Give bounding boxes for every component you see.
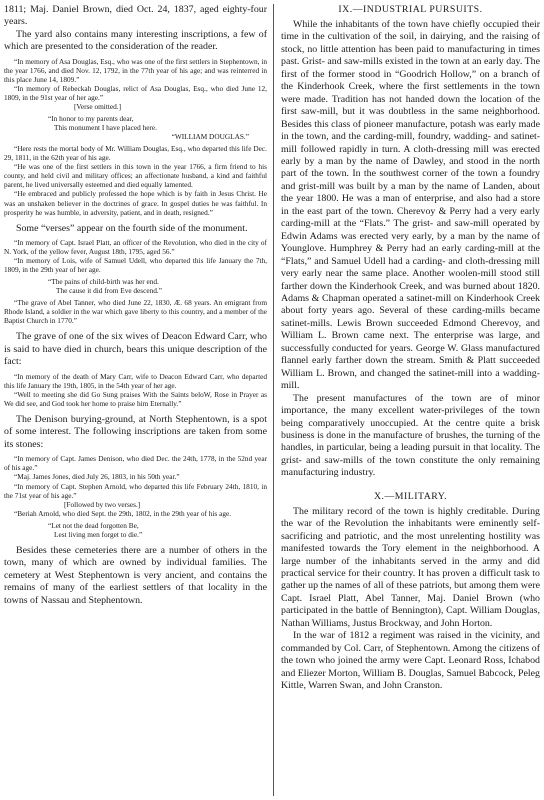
section-heading-military: X.—MILITARY. xyxy=(373,490,448,502)
left-paragraph-1: 1811; Maj. Daniel Brown, died Oct. 24, 1837, aged eighty-four years. xyxy=(4,4,267,28)
left-paragraph-3: Some “verses” appear on the fourth side of the monument. xyxy=(16,222,248,234)
inscription-abel-tanner: “The grave of Abel Tanner, who died June 22, 1830, Æ. 68 years. An emigrant from Rhode Island, a soldier in the war which gave liberty to this country, and a member of the Baptist Church in 1770.” xyxy=(4,298,267,326)
verse-line: “In honor to my parents dear, xyxy=(48,114,134,124)
inscription-rebeckah-douglas: “In memory of Rebeckah Douglas, relict of Asa Douglas, Esq., who died June 12, 1809, in the 91st year of her age.” xyxy=(4,83,267,102)
verse-line: The cause it did from Eve descend.” xyxy=(56,286,162,296)
right-column xyxy=(281,4,540,796)
verse-signature: “WILLIAM DOUGLAS.” xyxy=(171,132,249,142)
inscription-william-douglas-settler: “He was one of the first settlers in this town in the year 1766, a firm friend to his county, and held civil and military offices; an affectionate husband, a kind and faithful parent, he lived universally esteemed and died equally lamented. xyxy=(4,162,267,190)
left-paragraph-4: The grave of one of the six wives of Deacon Edward Carr, who is said to have died in church, bears this unique description of the fact: xyxy=(4,331,267,368)
verse-line: “The pains of child-birth was her end. xyxy=(48,277,159,287)
left-column xyxy=(4,4,267,796)
inscription-asa-douglas: “In memory of Asa Douglas, Esq., who was one of the first settlers in Stephentown, in the year 1766, and died Nov. 12, 1792, in the 77th year of his age; and was reinterred in this place June 14, 1809.” xyxy=(4,56,267,84)
verse-omitted-note: [Verse omitted.] xyxy=(74,102,122,112)
inscription-william-douglas-faith: “He embraced and publicly professed the hope which is by faith in Jesus Christ. He was an unshaken believer in the doctrines of grace. In gospel duties he was faithful. In prosperity he was humble, in adversity, patient, and in death, resigned.” xyxy=(4,189,267,217)
inscription-william-douglas: “Here rests the mortal body of Mr. William Douglas, Esq., who departed this life Dec. 29, 1811, in the 62th year of his age. xyxy=(4,144,267,163)
right-paragraph-1: While the inhabitants of the town have chiefly occupied their time in the cultivation of the soil, in dairying, and the raising of stock, no little attention has been paid to manufacturing in times past. Grist- and saw-mills existed in the town at an early day. The first of the former stood in “Goodrich Hollow,” on a branch of the Kinderhook Creek, where the first settlements in the town were made. Tradition has not handed down the location of the first saw-mill, but it was doubtless in the same neighborhood. Besides this class of pioneer manufacture, potash was early made in the town, and the carding-mill, foundry, wadding- and satinet-mill followed rapidly in turn. A cloth-dressing mill was erected early by a man by the name of Dawley, and stood in the north part of the town. In the southwest corner of the town a foundry and grist-mill was built by a man by the name of Landen, about the year 1800. He was a man of enterprise, and also had a store in the east part of the town. Cherevoy & Perry had a very early carding-mill at the “Flats.” The grist- and saw-mill operated by Edwin Adams was erected very early, by a man by the name of Younglove. Humphrey & Perry had an early carding-mill at the “Flats,” and Samuel Udell had a carding- and cloth-dressing mill very early near the same place. Another woolen-mill stood still farther down the Kinderhook Creek, and was burned about 1820. Adams & Chapman operated a satinet-mill on Kinderhook Creek about forty years ago. Several of these carding-mills became satinet-mills. Lewis Brown succeeded Edmond Cherevoy, and William L. Brown came next. The enterprise was large, and successfully conducted for years. George W. Glass manufactured flannel early farther down the stream. Smith & Platt succeeded William L. Brown, and changed the satinet-mill into a wadding-mill. xyxy=(281,19,540,392)
verse-line: Lest living men forget to die.” xyxy=(54,529,143,539)
verse-line: This monument I have placed here. xyxy=(54,123,157,133)
inscription-lois-udell: “In memory of Lois, wife of Samuel Udell, who departed this life January the 7th, 1809, in the 29th year of her age. xyxy=(4,256,267,275)
inscription-beriah-arnold: “Beriah Arnold, who died Sept. the 29th, 1802, in the 29th year of his age. xyxy=(14,508,232,518)
right-paragraph-3: The military record of the town is highly creditable. During the war of the Revolution the inhabitants were eminently self-sacrificing and patriotic, and the most unrelenting hostility was manifested towards the Tory element in the neighborhood. A large number of the inhabitants served in the army and did practical service for their country. It has proven a difficult task to gather up the names of all of these patriots, but among them were Capt. Israel Platt, Abel Tanner, Maj. Daniel Brown (who participated in the battle of Bennington), Capt. William Douglas, Nathan Williams, Justus Brockway, and John Horton. xyxy=(281,505,540,629)
verse-udell xyxy=(48,277,267,295)
left-paragraph-2: The yard also contains many interesting inscriptions, a few of which are presented to the consideration of the reader. xyxy=(4,28,267,53)
left-paragraph-5: The Denison burying-ground, at North Stephentown, is a spot of some interest. The following inscriptions are taken from some its stones: xyxy=(4,414,267,450)
inscription-israel-platt: “In memory of Capt. Israel Platt, an officer of the Revolution, who died in the city of N. York, of the yellow fever, August 18th, 1795, aged 56.” xyxy=(4,238,267,257)
right-paragraph-2: The present manufactures of the town are of minor importance, the many excellent water-privileges of the town being comparatively unoccupied. At the centre quite a brisk business is done in the manufacture of brushes, the turning of the handles, in particular, being a leading pursuit in that locality. The grist- and saw-mills of the town constitute the only remaining manufacturing industry. xyxy=(281,392,540,479)
inscription-james-jones: “Maj. James Jones, died July 26, 1803, in his 50th year.” xyxy=(14,472,180,482)
verses-followed-note: [Followed by two verses.] xyxy=(64,499,141,509)
inscription-mary-carr-verse: “Well to meeting she did Go Sung praises With the Saints beloW, Rose in Prayer as We did see, and God took her home to praise him Eternally.” xyxy=(4,389,267,408)
verse-douglas xyxy=(48,114,267,141)
inscription-mary-carr: “In memory of the death of Mary Carr, wife to Deacon Edward Carr, who departed this life January the 19th, 1805, in the 54th year of her age. xyxy=(4,371,267,390)
section-heading-industrial: IX.—INDUSTRIAL PURSUITS. xyxy=(338,4,483,15)
verse-arnold xyxy=(48,521,267,539)
left-paragraph-6: Besides these cemeteries there are a number of others in the town, many of which are owned by individual families. The cemetery at West Stephentown is very ancient, and contains the remains of many of the earliest settlers of that locality in the towns of Nassau and Stephentown. xyxy=(4,544,267,606)
right-paragraph-4: In the war of 1812 a regiment was raised in the vicinity, and commanded by Col. Carr, of Stephentown. Among the citizens of the town who joined the army were Capt. Leonard Ross, Ichabod and Eliezer Morton, William B. Douglas, Samuel Babcock, Peleg Kittle, Warren Swan, and John Cranston. xyxy=(281,630,540,692)
inscription-stephen-arnold: “In memory of Capt. Stephen Arnold, who departed this life February 24th, 1810, in the 71st year of his age.” xyxy=(4,481,267,500)
verse-line: “Let not the dead forgotten Be, xyxy=(48,520,139,530)
column-divider xyxy=(273,4,274,796)
inscription-james-denison: “In memory of Capt. James Denison, who died Dec. the 24th, 1778, in the 52nd year of his age.” xyxy=(4,454,267,473)
